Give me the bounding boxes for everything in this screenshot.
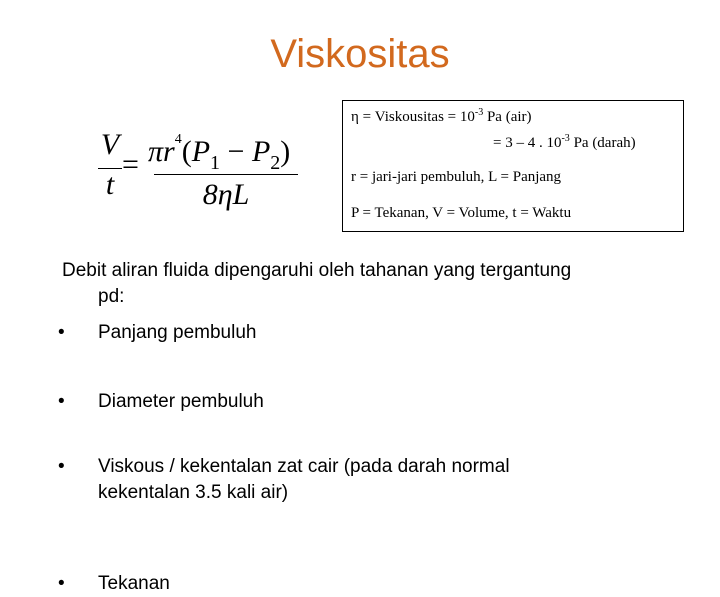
lhs-numerator: V bbox=[100, 128, 120, 161]
slide-title: Viskositas bbox=[270, 32, 450, 76]
intro-line-2: pd: bbox=[98, 286, 125, 307]
definition-viscosity bbox=[351, 107, 532, 126]
rhs-fraction-bar bbox=[154, 174, 298, 175]
lhs-denominator: t bbox=[105, 168, 115, 201]
bullet-marker: • bbox=[58, 573, 65, 594]
bullet-marker: • bbox=[58, 322, 65, 343]
minus-sign: − bbox=[220, 135, 252, 168]
list-item-text: Panjang pembuluh bbox=[98, 322, 257, 343]
rhs-denominator: 8ηL bbox=[202, 178, 250, 211]
definition-blood-unit: Pa (darah) bbox=[569, 135, 636, 151]
paren-open: ( bbox=[181, 135, 192, 168]
list-item-text: Diameter pembuluh bbox=[98, 391, 264, 412]
radius-symbol: r bbox=[163, 135, 175, 168]
power-exponent: 4 bbox=[174, 132, 182, 147]
definition-blood-text: = 3 – 4 . 10 bbox=[493, 135, 562, 151]
definition-viscosity-exponent: -3 bbox=[474, 107, 484, 118]
list-item-text: Viskous / kekentalan zat cair (pada darah normal bbox=[98, 456, 510, 477]
list-item-text: Tekanan bbox=[98, 573, 170, 594]
list-item bbox=[58, 320, 678, 346]
bullet-marker: • bbox=[58, 391, 65, 412]
list-item-text-continued: kekentalan 3.5 kali air) bbox=[98, 482, 289, 503]
equals-sign: = bbox=[122, 148, 139, 181]
list-item bbox=[58, 389, 678, 415]
p1-subscript: 1 bbox=[210, 152, 221, 174]
definitions-box bbox=[342, 100, 684, 232]
poiseuille-formula bbox=[92, 108, 312, 218]
paren-close: ) bbox=[280, 135, 291, 168]
definition-radius-length: r = jari-jari pembuluh, L = Panjang bbox=[351, 169, 562, 185]
definition-viscosity-blood bbox=[493, 133, 636, 152]
definition-viscosity-unit: Pa (air) bbox=[483, 109, 532, 125]
list-item bbox=[58, 454, 678, 506]
p1-symbol: P bbox=[191, 135, 211, 168]
bullet-marker: • bbox=[58, 456, 65, 477]
definition-viscosity-text: η = Viskousitas = 10 bbox=[351, 109, 475, 125]
definition-blood-exponent: -3 bbox=[561, 133, 570, 144]
rhs-numerator bbox=[148, 132, 290, 175]
factor-list bbox=[58, 320, 678, 594]
list-item bbox=[58, 571, 678, 597]
p2-subscript: 2 bbox=[270, 152, 281, 174]
p2-symbol: P bbox=[251, 135, 271, 168]
definition-pressure-volume-time: P = Tekanan, V = Volume, t = Waktu bbox=[351, 205, 572, 221]
pi-symbol: π bbox=[148, 135, 164, 168]
intro-paragraph bbox=[62, 258, 662, 310]
intro-line-1: Debit aliran fluida dipengaruhi oleh tahanan yang tergantung bbox=[62, 260, 572, 281]
